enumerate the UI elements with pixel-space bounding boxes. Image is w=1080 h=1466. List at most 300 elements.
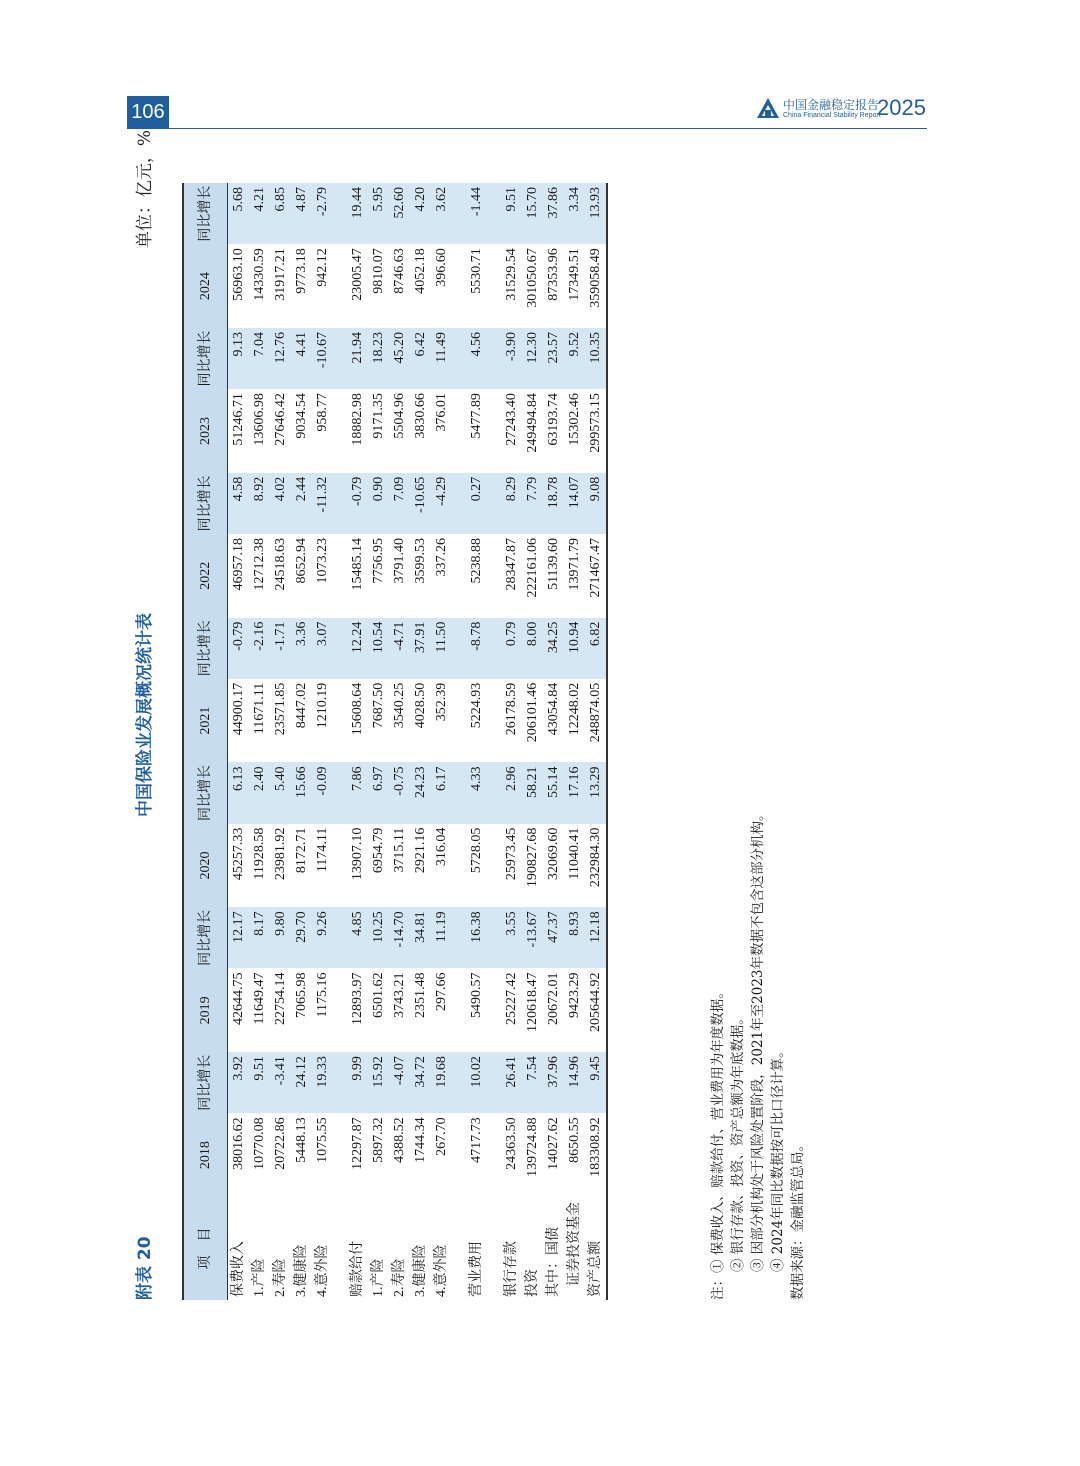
yoy-cell: 9.51	[501, 183, 522, 244]
spacer-cell	[452, 244, 466, 328]
unit-label: 单位：亿元，%	[135, 130, 155, 249]
yoy-cell: 12.24	[347, 618, 368, 679]
value-cell: 9773.18	[293, 248, 309, 294]
yoy-cell: 24.23	[410, 762, 431, 823]
value-cell: 301050.67	[524, 248, 540, 308]
value-cell: 1175.16	[314, 972, 330, 1018]
value-cell: 26178.59	[503, 682, 519, 736]
value-cell: 15302.46	[566, 393, 582, 446]
value-cell: 43054.84	[545, 682, 561, 736]
yoy-cell: 4.02	[270, 473, 291, 534]
yoy-cell: 6.13	[227, 762, 249, 823]
value-cell: 139724.88	[524, 1117, 540, 1177]
table-row	[347, 183, 368, 1300]
yoy-cell: 37.96	[543, 1052, 564, 1113]
row-label: 营业费用	[468, 1241, 484, 1297]
yoy-cell: 52.60	[389, 183, 410, 244]
value-cell: 222161.06	[524, 537, 540, 598]
page-number: 106	[127, 96, 169, 128]
value-cell: 13606.98	[251, 393, 267, 446]
note-line: ② 银行存款、投资、资产总额为年底数据。	[730, 1011, 746, 1272]
note-line: 注：① 保费收入、赔款给付、营业费用为年度数据。	[710, 985, 726, 1300]
row-label: 4.意外险	[433, 1244, 449, 1297]
yoy-cell: 0.90	[368, 473, 389, 534]
spacer-cell	[487, 328, 501, 389]
column-header-2024: 2024	[183, 244, 227, 328]
row-label: 资产总额	[585, 1197, 607, 1300]
row-label: 证券投资基金	[566, 1202, 582, 1286]
table-row	[585, 183, 607, 1300]
value-cell: 46957.18	[230, 537, 246, 591]
spacer-cell	[333, 907, 347, 968]
yoy-cell: 19.33	[312, 1052, 333, 1113]
yoy-cell: 10.02	[466, 1052, 487, 1113]
value-cell: 5224.93	[468, 682, 484, 729]
yoy-cell: 3.36	[291, 618, 312, 679]
yoy-cell: 18.23	[368, 328, 389, 389]
yoy-cell: 9.51	[249, 1052, 270, 1113]
yoy-cell: -11.32	[312, 473, 333, 534]
value-cell: 23981.92	[272, 827, 288, 881]
value-cell: 5490.57	[468, 972, 484, 1018]
value-cell: 9810.07	[370, 248, 386, 294]
yoy-cell: 9.45	[585, 1052, 607, 1113]
yoy-cell: 2.96	[501, 762, 522, 823]
yoy-cell: 12.30	[522, 328, 543, 389]
row-label: 2.寿险	[391, 1258, 407, 1297]
spacer-cell	[487, 907, 501, 968]
value-cell: 8746.63	[391, 248, 407, 294]
yoy-cell: 6.17	[431, 762, 452, 823]
value-cell: 232984.30	[585, 824, 607, 908]
value-cell: 7756.95	[370, 537, 386, 584]
value-cell: 51246.71	[230, 393, 246, 446]
value-cell: 5448.13	[293, 1117, 309, 1163]
column-header-yoy: 同比增长	[183, 618, 227, 679]
spacer-cell	[452, 534, 466, 618]
yoy-cell: 9.08	[585, 473, 607, 534]
value-cell: 206101.46	[524, 682, 540, 743]
yoy-cell: -2.79	[312, 183, 333, 244]
yoy-cell: -0.79	[227, 618, 249, 679]
rotated-table-block	[130, 130, 890, 1300]
value-cell: 183308.92	[585, 1113, 607, 1197]
report-title-en: China Financial Stability Report	[783, 112, 881, 119]
yoy-cell: 24.12	[291, 1052, 312, 1113]
table-notes	[708, 807, 808, 1300]
yoy-cell: 16.38	[466, 907, 487, 968]
yoy-cell: 23.57	[543, 328, 564, 389]
value-cell: 20722.86	[272, 1117, 288, 1170]
yoy-cell: 12.17	[227, 907, 249, 968]
value-cell: 27243.40	[503, 393, 519, 446]
yoy-cell: 2.40	[249, 762, 270, 823]
column-header-yoy: 同比增长	[183, 473, 227, 534]
value-cell: 7687.50	[370, 682, 386, 729]
value-cell: 51139.60	[545, 537, 561, 590]
column-header-yoy: 同比增长	[183, 907, 227, 968]
value-cell: 12893.97	[349, 972, 365, 1025]
spacer-row	[452, 183, 466, 1300]
spacer-cell	[333, 244, 347, 328]
yoy-cell: 0.27	[466, 473, 487, 534]
spacer-cell	[333, 679, 347, 763]
row-label: 投资	[524, 1269, 540, 1297]
value-cell: 42644.75	[230, 972, 246, 1025]
value-cell: 5504.96	[391, 393, 407, 439]
yoy-cell: -0.75	[389, 762, 410, 823]
yoy-cell: 13.93	[585, 183, 607, 244]
value-cell: 4388.52	[391, 1117, 407, 1163]
yoy-cell: 12.18	[585, 907, 607, 968]
column-header-yoy: 同比增长	[183, 1052, 227, 1113]
yoy-cell: 3.92	[227, 1052, 249, 1113]
yoy-cell: -4.07	[389, 1052, 410, 1113]
value-cell: 271467.47	[585, 534, 607, 618]
value-cell: 3830.66	[412, 393, 428, 439]
yoy-cell: 4.56	[466, 328, 487, 389]
value-cell: 12712.38	[251, 537, 267, 591]
spacer-cell	[487, 183, 501, 244]
spacer-cell	[333, 1197, 347, 1300]
data-source: 数据来源：金融监管总局。	[790, 1138, 806, 1300]
table-row	[389, 183, 410, 1300]
spacer-cell	[487, 534, 501, 618]
yoy-cell: 34.72	[410, 1052, 431, 1113]
yoy-cell: 5.40	[270, 762, 291, 823]
value-cell: 18882.98	[349, 393, 365, 446]
row-label: 其中：国债	[545, 1227, 561, 1297]
value-cell: 14330.59	[251, 248, 267, 301]
yoy-cell: -1.71	[270, 618, 291, 679]
spacer-cell	[452, 328, 466, 389]
yoy-cell: 15.66	[291, 762, 312, 823]
value-cell: 1073.23	[314, 537, 330, 584]
yoy-cell: -1.44	[466, 183, 487, 244]
value-cell: 25973.45	[503, 827, 519, 881]
spacer-cell	[452, 183, 466, 244]
yoy-cell: 37.91	[410, 618, 431, 679]
value-cell: 205644.92	[585, 968, 607, 1052]
value-cell: 23005.47	[349, 248, 365, 301]
yoy-cell: 7.79	[522, 473, 543, 534]
yoy-cell: 5.68	[227, 183, 249, 244]
yoy-cell: 0.79	[501, 618, 522, 679]
yoy-cell: 8.17	[249, 907, 270, 968]
value-cell: 56963.10	[230, 248, 246, 301]
value-cell: 3599.53	[412, 537, 428, 584]
yoy-cell: 4.58	[227, 473, 249, 534]
header-rule	[127, 128, 927, 129]
yoy-cell: 4.87	[291, 183, 312, 244]
report-title-cn: 中国金融稳定报告	[783, 98, 880, 112]
value-cell: 9171.35	[370, 393, 386, 439]
yoy-cell: 21.94	[347, 328, 368, 389]
value-cell: 17349.51	[566, 248, 582, 301]
value-cell: 249494.84	[524, 393, 540, 453]
yoy-cell: 15.70	[522, 183, 543, 244]
yoy-cell: 10.94	[564, 618, 585, 679]
value-cell: 396.60	[433, 248, 449, 287]
yoy-cell: 47.37	[543, 907, 564, 968]
spacer-cell	[487, 1197, 501, 1300]
spacer-cell	[452, 762, 466, 823]
yoy-cell: 11.49	[431, 328, 452, 389]
value-cell: 958.77	[314, 393, 330, 432]
spacer-row	[333, 183, 347, 1300]
value-cell: 87353.96	[545, 248, 561, 301]
spacer-cell	[487, 244, 501, 328]
value-cell: 4028.50	[412, 682, 428, 729]
yoy-cell: 4.33	[466, 762, 487, 823]
spacer-cell	[333, 473, 347, 534]
yoy-cell: 7.09	[389, 473, 410, 534]
spacer-cell	[452, 968, 466, 1052]
yoy-cell: 6.97	[368, 762, 389, 823]
value-cell: 1075.55	[314, 1117, 330, 1163]
spacer-cell	[487, 473, 501, 534]
value-cell: 31917.21	[272, 248, 288, 301]
spacer-cell	[487, 618, 501, 679]
spacer-cell	[333, 968, 347, 1052]
yoy-cell: 8.93	[564, 907, 585, 968]
value-cell: 13971.79	[566, 537, 582, 591]
value-cell: 25227.42	[503, 972, 519, 1025]
yoy-cell: 34.81	[410, 907, 431, 968]
yoy-cell: 10.35	[585, 328, 607, 389]
note-line: ④ 2024年同比数据按可比口径计算。	[770, 1044, 786, 1272]
yoy-cell: 10.25	[368, 907, 389, 968]
table-row	[501, 183, 522, 1300]
value-cell: 10770.08	[251, 1117, 267, 1170]
value-cell: 248874.05	[585, 679, 607, 763]
value-cell: 1210.19	[314, 682, 330, 729]
spacer-cell	[333, 534, 347, 618]
spacer-cell	[333, 389, 347, 473]
table-row	[270, 183, 291, 1300]
value-cell: 3540.25	[391, 682, 407, 729]
yoy-cell: -4.71	[389, 618, 410, 679]
yoy-cell: -3.41	[270, 1052, 291, 1113]
value-cell: 120618.47	[524, 972, 540, 1032]
value-cell: 337.26	[433, 537, 449, 577]
value-cell: 376.01	[433, 393, 449, 432]
yoy-cell: 9.52	[564, 328, 585, 389]
column-header-2021: 2021	[183, 679, 227, 763]
value-cell: 22754.14	[272, 972, 288, 1025]
yoy-cell: 19.68	[431, 1052, 452, 1113]
column-header-2023: 2023	[183, 389, 227, 473]
value-cell: 6954.79	[370, 827, 386, 874]
table-row	[312, 183, 333, 1300]
row-label: 4.意外险	[314, 1244, 330, 1297]
value-cell: 299573.15	[585, 389, 607, 473]
value-cell: 24518.63	[272, 537, 288, 591]
yoy-cell: 7.54	[522, 1052, 543, 1113]
row-label: 1.产险	[251, 1258, 267, 1297]
yoy-cell: 37.86	[543, 183, 564, 244]
value-cell: 12297.87	[349, 1117, 365, 1170]
table-title: 中国保险业发展概况统计表	[135, 613, 155, 817]
yoy-cell: 55.14	[543, 762, 564, 823]
yoy-cell: -8.78	[466, 618, 487, 679]
spacer-cell	[487, 824, 501, 908]
value-cell: 11671.11	[251, 682, 267, 735]
spacer-cell	[487, 679, 501, 763]
spacer-cell	[452, 1052, 466, 1113]
value-cell: 63193.74	[545, 393, 561, 446]
row-label: 赔款给付	[349, 1241, 365, 1297]
yoy-cell: 14.07	[564, 473, 585, 534]
value-cell: 8652.94	[293, 537, 309, 584]
yoy-cell: 7.86	[347, 762, 368, 823]
value-cell: 942.12	[314, 248, 330, 287]
spacer-cell	[452, 1113, 466, 1197]
spacer-cell	[487, 1052, 501, 1113]
row-label: 3.健康险	[293, 1244, 309, 1297]
appendix-label: 附表 20	[135, 1236, 155, 1300]
yoy-cell: 26.41	[501, 1052, 522, 1113]
spacer-cell	[452, 389, 466, 473]
yoy-cell: 6.85	[270, 183, 291, 244]
yoy-cell: 8.92	[249, 473, 270, 534]
yoy-cell: -10.65	[410, 473, 431, 534]
value-cell: 3743.21	[391, 972, 407, 1018]
yoy-cell: 4.20	[410, 183, 431, 244]
value-cell: 11928.58	[251, 827, 267, 880]
table-row	[543, 183, 564, 1300]
yoy-cell: 3.55	[501, 907, 522, 968]
yoy-cell: -0.79	[347, 473, 368, 534]
yoy-cell: -10.67	[312, 328, 333, 389]
value-cell: 3715.11	[391, 827, 407, 873]
spacer-cell	[487, 762, 501, 823]
value-cell: 5530.71	[468, 248, 484, 294]
yoy-cell: -3.90	[501, 328, 522, 389]
yoy-cell: 17.16	[564, 762, 585, 823]
value-cell: 352.39	[433, 682, 449, 722]
spacer-cell	[333, 183, 347, 244]
value-cell: 1174.11	[314, 827, 330, 873]
value-cell: 6501.62	[370, 972, 386, 1018]
table-row	[291, 183, 312, 1300]
insurance-stats-table	[182, 183, 608, 1300]
yoy-cell: 9.80	[270, 907, 291, 968]
value-cell: 23571.85	[272, 682, 288, 736]
spacer-cell	[333, 1113, 347, 1197]
yoy-cell: 13.29	[585, 762, 607, 823]
row-label: 2.寿险	[272, 1258, 288, 1297]
value-cell: 27646.42	[272, 393, 288, 446]
value-cell: 38016.62	[230, 1117, 246, 1170]
yoy-cell: 9.13	[227, 328, 249, 389]
value-cell: 8650.55	[566, 1117, 582, 1163]
yoy-cell: 3.34	[564, 183, 585, 244]
value-cell: 14027.62	[545, 1117, 561, 1170]
spacer-cell	[452, 473, 466, 534]
column-header-yoy: 同比增长	[183, 762, 227, 823]
spacer-cell	[452, 618, 466, 679]
spacer-cell	[333, 618, 347, 679]
value-cell: 32069.60	[545, 827, 561, 881]
value-cell: 4052.18	[412, 248, 428, 294]
table-header-row	[183, 183, 227, 1300]
column-header-2022: 2022	[183, 534, 227, 618]
value-cell: 5238.88	[468, 537, 484, 584]
yoy-cell: 12.76	[270, 328, 291, 389]
yoy-cell: 11.19	[431, 907, 452, 968]
value-cell: 5897.32	[370, 1117, 386, 1163]
value-cell: 20672.01	[545, 972, 561, 1025]
yoy-cell: 34.25	[543, 618, 564, 679]
spacer-cell	[333, 824, 347, 908]
table-row	[522, 183, 543, 1300]
column-header-2018: 2018	[183, 1113, 227, 1197]
table-row	[431, 183, 452, 1300]
spacer-cell	[333, 1052, 347, 1113]
value-cell: 267.70	[433, 1117, 449, 1156]
spacer-cell	[333, 762, 347, 823]
yoy-cell: 19.44	[347, 183, 368, 244]
yoy-cell: 10.54	[368, 618, 389, 679]
value-cell: 11040.41	[566, 827, 582, 880]
value-cell: 45257.33	[230, 827, 246, 881]
value-cell: 15608.64	[349, 682, 365, 736]
value-cell: 24363.50	[503, 1117, 519, 1170]
value-cell: 1744.34	[412, 1117, 428, 1163]
value-cell: 13907.10	[349, 827, 365, 881]
column-header-2020: 2020	[183, 824, 227, 908]
yoy-cell: 3.07	[312, 618, 333, 679]
yoy-cell: -14.70	[389, 907, 410, 968]
value-cell: 359058.49	[585, 244, 607, 328]
yoy-cell: 4.85	[347, 907, 368, 968]
report-year: 2025	[877, 95, 926, 120]
yoy-cell: 29.70	[291, 907, 312, 968]
row-label: 3.健康险	[412, 1244, 428, 1297]
row-label: 银行存款	[503, 1241, 519, 1297]
table-row	[564, 183, 585, 1300]
yoy-cell: 11.50	[431, 618, 452, 679]
column-header-yoy: 同比增长	[183, 328, 227, 389]
yoy-cell: 7.04	[249, 328, 270, 389]
yoy-cell: 8.00	[522, 618, 543, 679]
value-cell: 28347.87	[503, 537, 519, 591]
spacer-cell	[487, 968, 501, 1052]
yoy-cell: 18.78	[543, 473, 564, 534]
yoy-cell: 58.21	[522, 762, 543, 823]
spacer-cell	[452, 1197, 466, 1300]
spacer-row	[487, 183, 501, 1300]
value-cell: 2921.16	[412, 827, 428, 874]
table-row	[368, 183, 389, 1300]
yoy-cell: 14.96	[564, 1052, 585, 1113]
yoy-cell: -0.09	[312, 762, 333, 823]
yoy-cell: -13.67	[522, 907, 543, 968]
yoy-cell: 8.29	[501, 473, 522, 534]
spacer-cell	[452, 824, 466, 908]
spacer-cell	[487, 389, 501, 473]
value-cell: 8447.02	[293, 682, 309, 729]
table-row	[249, 183, 270, 1300]
column-header-2019: 2019	[183, 968, 227, 1052]
table-row	[410, 183, 431, 1300]
yoy-cell: 4.21	[249, 183, 270, 244]
value-cell: 4717.73	[468, 1117, 484, 1163]
spacer-cell	[487, 1113, 501, 1197]
column-header-item: 项 目	[183, 1197, 227, 1300]
yoy-cell: 4.41	[291, 328, 312, 389]
